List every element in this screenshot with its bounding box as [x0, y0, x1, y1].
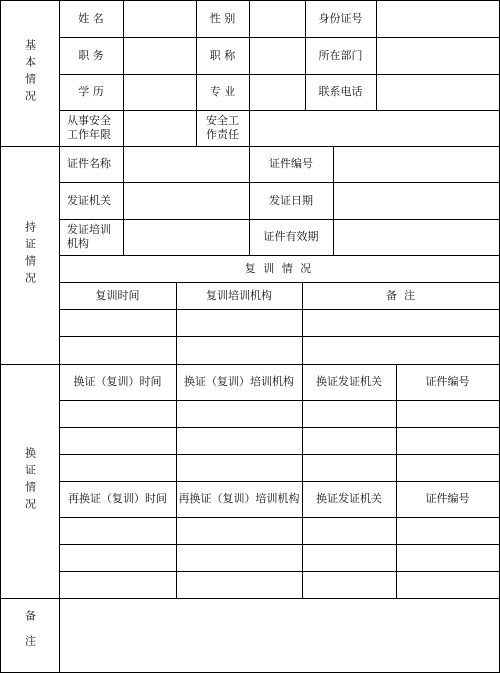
- field-phone[interactable]: [376, 74, 499, 110]
- retrain-title: 复 训 情 况: [244, 261, 314, 275]
- field-safety-years[interactable]: [123, 110, 196, 146]
- rerenew-cert-no-cell[interactable]: [396, 544, 499, 571]
- label-issuer: 发证机关: [67, 193, 111, 207]
- label-position: 职 务: [78, 48, 104, 62]
- retrain-remark-cell[interactable]: [302, 309, 499, 336]
- renew-time-cell[interactable]: [59, 400, 176, 427]
- field-training-org[interactable]: [123, 219, 249, 255]
- section-cert-label: 持证情况: [23, 221, 37, 289]
- header-renew-time: 换证（复训）时间: [73, 375, 162, 388]
- header-rerenew-time: 再换证（复训）时间: [68, 492, 167, 505]
- section-remarks-label: 备注: [23, 610, 37, 660]
- header-retrain-remark: 备 注: [386, 288, 415, 302]
- rerenew-cert-no-cell[interactable]: [396, 571, 499, 598]
- rerenew-time-cell[interactable]: [59, 571, 176, 598]
- rerenew-issuer-cell[interactable]: [302, 571, 396, 598]
- field-id-no[interactable]: [376, 0, 499, 37]
- label-gender: 性 别: [209, 11, 236, 25]
- retrain-org-cell[interactable]: [176, 336, 302, 364]
- label-name: 姓 名: [78, 11, 104, 25]
- renew-org-cell[interactable]: [176, 454, 302, 481]
- header-rerenew-cert-no: 证件编号: [425, 492, 470, 505]
- retrain-time-cell[interactable]: [59, 309, 176, 336]
- label-major: 专 业: [209, 85, 236, 98]
- rerenew-cert-no-cell[interactable]: [396, 517, 499, 544]
- label-education: 学 历: [78, 85, 104, 98]
- renew-cert-no-cell[interactable]: [396, 427, 499, 454]
- rerenew-org-cell[interactable]: [176, 517, 302, 544]
- section-basic: [0, 0, 59, 146]
- header-retrain-org: 复训培训机构: [206, 288, 272, 302]
- label-safety-years: [59, 110, 123, 146]
- field-safety-duty[interactable]: [249, 110, 499, 146]
- header-renew-org: 换证（复训）培训机构: [184, 375, 294, 388]
- rerenew-org-cell[interactable]: [176, 571, 302, 598]
- label-cert-no: 证件编号: [269, 157, 313, 170]
- renew-issuer-cell[interactable]: [302, 427, 396, 454]
- field-department[interactable]: [376, 37, 499, 74]
- label-safety-years-line2: 工作年限: [67, 128, 111, 141]
- label-training-org-line2: 机构: [67, 237, 89, 250]
- label-issue-date: 发证日期: [269, 193, 313, 207]
- retrain-remark-cell[interactable]: [302, 336, 499, 364]
- field-cert-no[interactable]: [333, 146, 499, 182]
- field-issue-date[interactable]: [333, 182, 499, 219]
- rerenew-org-cell[interactable]: [176, 544, 302, 571]
- rerenew-issuer-cell[interactable]: [302, 517, 396, 544]
- renew-time-cell[interactable]: [59, 427, 176, 454]
- section-renew-label: 换证情况: [23, 447, 37, 515]
- field-validity[interactable]: [333, 219, 499, 255]
- label-training-org-line1: 发证培训: [67, 223, 111, 236]
- rerenew-time-cell[interactable]: [59, 517, 176, 544]
- field-position[interactable]: [123, 37, 196, 74]
- label-phone: 联系电话: [318, 85, 363, 98]
- label-department: 所在部门: [318, 48, 363, 62]
- label-validity: 证件有效期: [263, 230, 319, 243]
- renew-cert-no-cell[interactable]: [396, 400, 499, 427]
- label-safety-duty-line1: 安全工: [206, 114, 239, 127]
- section-remarks: [0, 598, 59, 672]
- header-renew-cert-no: 证件编号: [425, 375, 470, 388]
- renew-issuer-cell[interactable]: [302, 454, 396, 481]
- label-safety-duty: [196, 110, 249, 146]
- section-renew: [0, 364, 59, 598]
- retrain-time-cell[interactable]: [59, 336, 176, 364]
- field-cert-name[interactable]: [123, 146, 249, 182]
- field-gender[interactable]: [249, 0, 305, 37]
- field-remarks[interactable]: [59, 598, 499, 672]
- label-id-no: 身份证号: [318, 11, 363, 25]
- retrain-org-cell[interactable]: [176, 309, 302, 336]
- header-retrain-time: 复训时间: [95, 288, 140, 302]
- renew-issuer-cell[interactable]: [302, 400, 396, 427]
- field-major[interactable]: [249, 74, 305, 110]
- section-basic-label: 基本情况: [23, 39, 37, 107]
- renew-org-cell[interactable]: [176, 427, 302, 454]
- label-title: 职 称: [209, 48, 236, 62]
- label-safety-duty-line2: 作责任: [206, 128, 239, 141]
- renew-time-cell[interactable]: [59, 454, 176, 481]
- rerenew-time-cell[interactable]: [59, 544, 176, 571]
- field-title[interactable]: [249, 37, 305, 74]
- section-cert: [0, 146, 59, 364]
- header-rerenew-org: 再换证（复训）培训机构: [178, 492, 300, 505]
- label-training-org: [59, 219, 123, 255]
- label-cert-name: 证件名称: [67, 157, 111, 170]
- field-education[interactable]: [123, 74, 196, 110]
- rerenew-issuer-cell[interactable]: [302, 544, 396, 571]
- renew-cert-no-cell[interactable]: [396, 454, 499, 481]
- field-issuer[interactable]: [123, 182, 249, 219]
- header-renew-issuer: 换证发证机关: [316, 375, 382, 388]
- label-safety-years-line1: 从事安全: [67, 114, 111, 127]
- header-rerenew-issuer: 换证发证机关: [316, 492, 382, 505]
- field-name[interactable]: [123, 0, 196, 37]
- renew-org-cell[interactable]: [176, 400, 302, 427]
